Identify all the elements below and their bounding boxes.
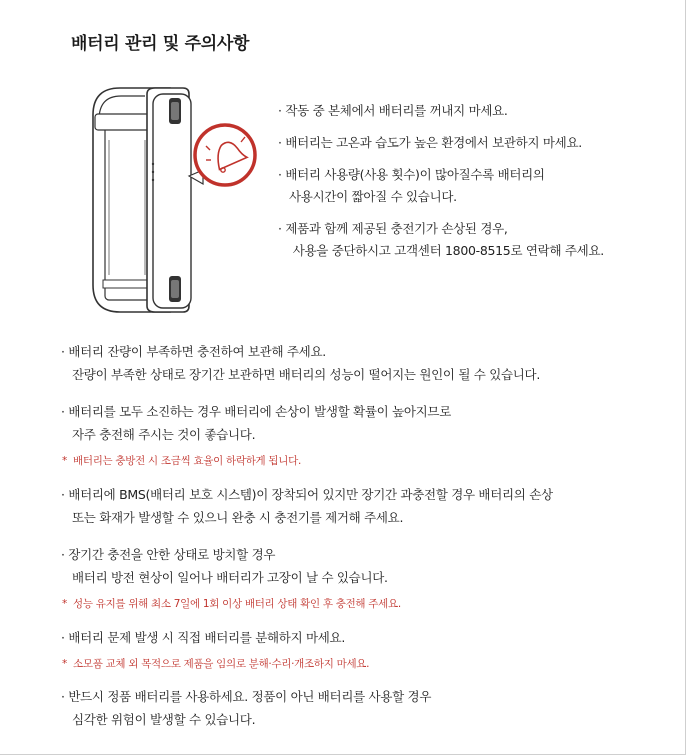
tip-item: · 배터리 사용량(사용 횟수)이 많아질수록 배터리의 사용시간이 짧아질 수 있습니다. xyxy=(278,167,545,204)
caution-note: * 배터리는 충방전 시 조금씩 효율이 하락하게 됩니다. xyxy=(62,455,301,467)
caution-note: * 성능 유지를 위해 최소 7일에 1회 이상 배터리 상태 확인 후 충전해 주세요. xyxy=(62,598,401,610)
caution-item: · 반드시 정품 배터리를 사용하세요. 정품이 아닌 배터리를 사용할 경우 심각한 위험이 발생할 수 있습니다. xyxy=(61,689,432,727)
page-title: 배터리 관리 및 주의사항 xyxy=(71,34,250,54)
caution-item: · 배터리를 모두 소진하는 경우 배터리에 손상이 발생할 확률이 높아지므로 자주 충전해 주시는 것이 좋습니다. xyxy=(61,404,451,442)
caution-item: · 장기간 충전을 안한 상태로 방치할 경우 배터리 방전 현상이 일어나 배터리가 고장이 날 수 있습니다. xyxy=(61,547,388,585)
caution-note: * 소모품 교체 외 목적으로 제품을 임의로 분해·수리·개조하지 마세요. xyxy=(62,658,370,670)
caution-item: · 배터리 잔량이 부족하면 충전하여 보관해 주세요. 잔량이 부족한 상태로 장기간 보관하면 배터리의 성능이 떨어지는 원인이 될 수 있습니다. xyxy=(61,344,541,382)
caution-item: · 배터리에 BMS(배터리 보호 시스템)이 장착되어 있지만 장기간 과충전할 경우 배터리의 손상 또는 화재가 발생할 수 있으니 완충 시 충전기를 제거해 주세요. xyxy=(61,487,553,525)
tips-list xyxy=(278,100,678,272)
tip-item: · 제품과 함께 제공된 충전기가 손상된 경우, 사용을 중단하시고 고객센터 1800-8515로 연락해 주세요. xyxy=(278,221,604,258)
battery-illustration xyxy=(85,80,270,325)
tip-item: · 배터리는 고온과 습도가 높은 환경에서 보관하지 마세요. xyxy=(278,135,582,150)
caution-item: · 배터리 문제 발생 시 직접 배터리를 분해하지 마세요. xyxy=(61,630,346,645)
tip-item: · 작동 중 본체에서 배터리를 꺼내지 마세요. xyxy=(278,103,508,118)
